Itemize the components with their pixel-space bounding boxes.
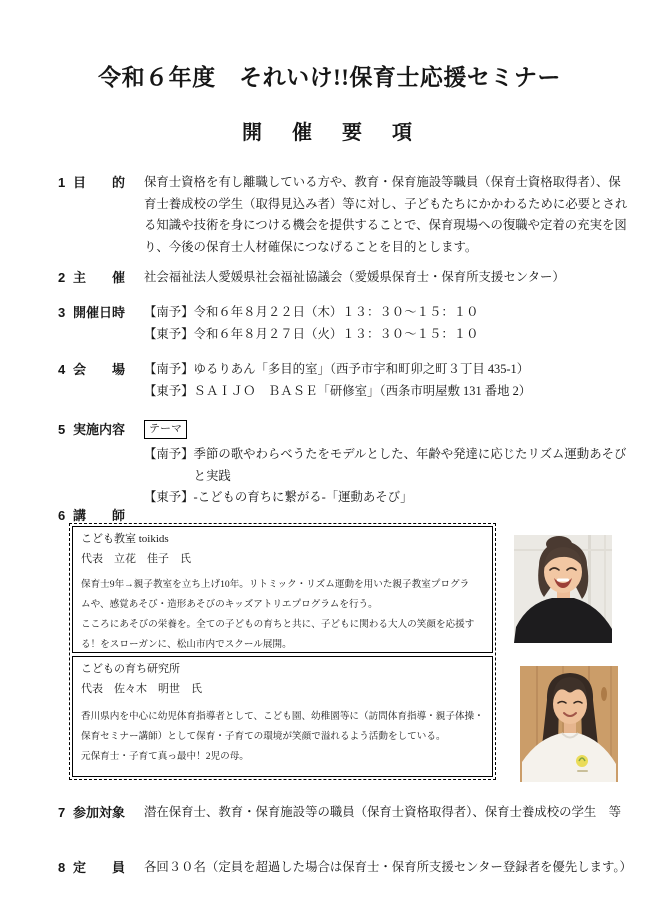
section-number: 5 (58, 422, 66, 437)
section-label: 会 場 (73, 362, 126, 377)
section-number: 1 (58, 175, 66, 190)
lecturer-org: こどもの育ち研究所 (81, 663, 180, 675)
body-line: 社会福祉法人愛媛県社会福祉協議会（愛媛県保育士・保育所支援センター） (144, 270, 565, 284)
lecturer-bio-line: ムや、感覚あそび・造形あそびのキッズアトリエプログラムを行う。 (81, 599, 378, 610)
body-line: り、今後の保育士人材確保につなげることを目的とします。 (144, 239, 478, 254)
body-line: 【東予】令和６年８月２７日（火）１３：３０～１５：１０ (144, 326, 479, 341)
lecturer-org: こども教室 toikids (81, 533, 169, 545)
lecturer-rep: 代表 立花 佳子 氏 (81, 553, 191, 565)
body-line: 【東予】ＳＡＩＪＯ ＢＡＳＥ「研修室」（西条市明屋敷 131 番地 2） (144, 383, 532, 398)
section-purpose (0, 172, 659, 258)
body-line: 各回３０名（定員を超過した場合は保育士・保育所支援センター登録者を優先します。） (144, 860, 632, 874)
lecturer-bio-line: 保育セミナー講師）として保育・子育ての環境が笑顔で溢れるよう活動をしている。 (81, 731, 446, 742)
section-venue (0, 359, 659, 402)
section-content-lines (0, 444, 659, 509)
section-organizer (0, 267, 659, 289)
lecturer-cell-1 (72, 526, 493, 653)
section-number: 3 (58, 305, 66, 320)
body-line: 【東予】-こどもの育ちに繋がる-「運動あそび」 (144, 490, 413, 504)
lecturer-bio-line: る！をスローガンに、松山市内でスクール展開。 (81, 639, 292, 650)
lecturer-photo-sasaki (520, 666, 618, 782)
section-label: 参加対象 (73, 805, 126, 820)
section-capacity (0, 857, 659, 879)
lecturer-bio-line: 香川県内を中心に幼児体育指導者として、こども園、幼稚園等に（訪問体育指導・親子体操・ (81, 711, 484, 722)
section-number: 2 (58, 270, 66, 285)
page-title: 令和６年度 それいけ!!保育士応援セミナー (98, 65, 561, 90)
body-line: と実践 (144, 468, 231, 483)
lecturer-bio-line: 元保育士・子育て真っ最中！2児の母。 (81, 751, 249, 762)
section-datetime (0, 302, 659, 345)
section-number: 6 (58, 508, 66, 523)
body-line: る知識や技術を身につける機会を提供することで、保育現場への復職や定着の充実を図 (144, 218, 627, 232)
lecturer-cell-2 (72, 656, 493, 777)
section-number: 4 (58, 362, 66, 377)
section-label: 定 員 (73, 860, 126, 875)
body-line: 【南予】令和６年８月２２日（木）１３：３０～１５：１０ (144, 305, 479, 319)
lecturer-rep: 代表 佐々木 明世 氏 (81, 683, 202, 695)
section-label: 実施内容 (73, 422, 126, 437)
lecturer-bio-line: こころにあそびの栄養を。全ての子どもの育ちと共に、子どもに関わる大人の笑顔を応援す (81, 619, 475, 630)
body-line: 潜在保育士、教育・保育施設等の職員（保育士資格取得者）、保育士養成校の学生 等 (144, 805, 622, 819)
body-line: 【南予】ゆるりあん「多目的室」（西予市宇和町卯之町３丁目 435-1） (144, 362, 530, 376)
lecturer-photo-tachibana (514, 535, 612, 643)
section-number: 7 (58, 805, 66, 820)
lecturer-box (69, 523, 496, 780)
body-line: 育士養成校の学生（取得見込み者）等に対し、子どもたちにかかわるために必要とされ (144, 196, 628, 211)
section-audience (0, 802, 659, 824)
section-label: 目 的 (73, 175, 126, 190)
section-label: 講 師 (73, 508, 126, 523)
lecturer-bio-line: 保育士9年→親子教室を立ち上げ10年。リトミック・リズム運動を用いた親子教室プログラ (81, 579, 470, 590)
section-number: 8 (58, 860, 66, 875)
section-label: 主 催 (73, 270, 126, 285)
page-subtitle: 開 催 要 項 (242, 122, 417, 144)
theme-label-box: テーマ (144, 420, 187, 439)
section-label: 開催日時 (73, 305, 126, 320)
body-line: 保育士資格を有し離職している方や、教育・保育施設等職員（保育士資格取得者）、保 (144, 175, 621, 189)
body-line: 【南予】季節の歌やわらべうたをモデルとした、年齢や発達に応じたリズム運動あそび (144, 447, 627, 461)
